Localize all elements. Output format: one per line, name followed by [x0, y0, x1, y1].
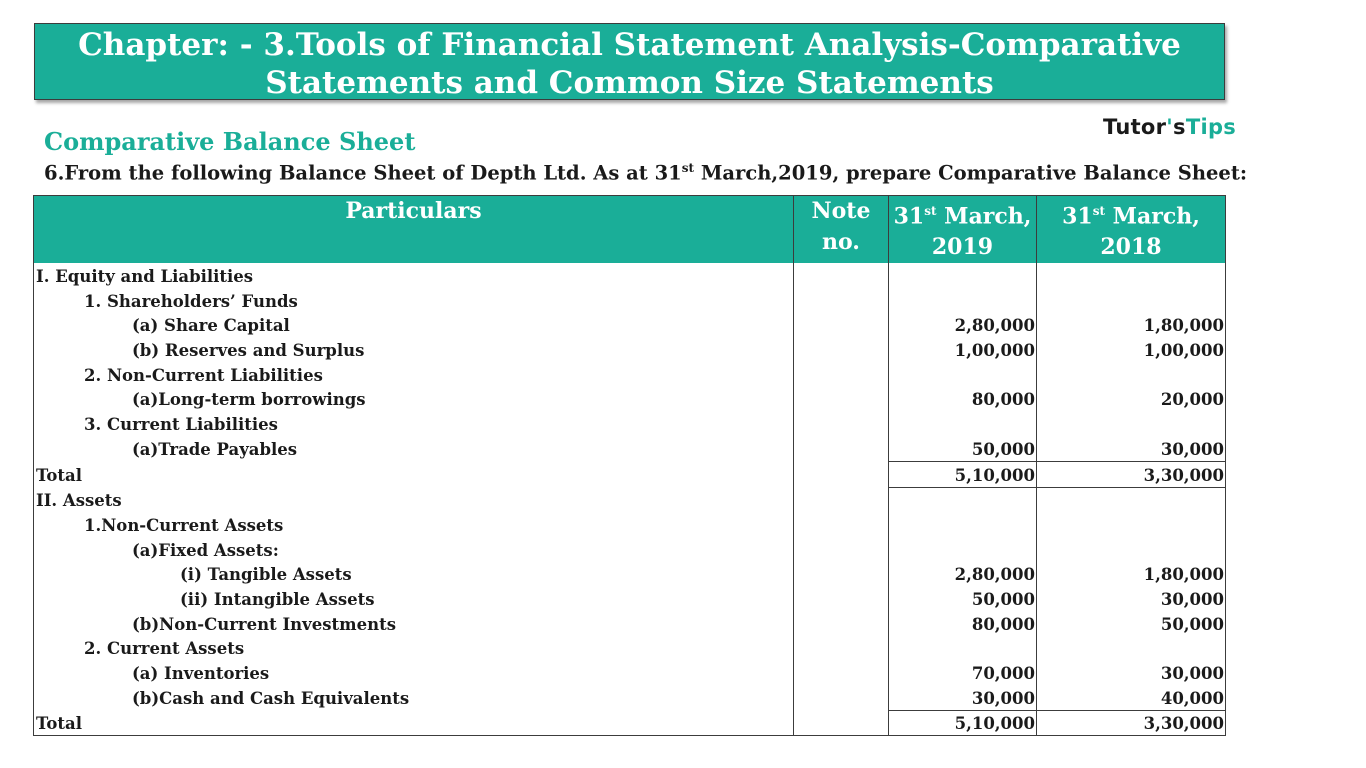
table-row: [34, 586, 1226, 611]
row-note: [794, 263, 889, 288]
row-note: [794, 586, 889, 611]
row-value-2018: [1037, 537, 1226, 562]
table-row: [34, 337, 1226, 362]
row-label: Total: [34, 710, 794, 736]
row-note: [794, 660, 889, 685]
row-value-2018: [1037, 362, 1226, 387]
section-title: Comparative Balance Sheet: [44, 127, 416, 156]
header-particulars: Particulars: [34, 196, 794, 264]
table-row: [34, 636, 1226, 661]
row-label: (a)Trade Payables: [34, 436, 794, 461]
header-2019: 31st March, 2019: [889, 196, 1037, 264]
row-value-2018: [1037, 263, 1226, 288]
row-value-2019: 50,000: [889, 436, 1037, 461]
chapter-banner: [34, 23, 1225, 100]
table-row: [34, 685, 1226, 710]
question-post: March,2019, prepare Comparative Balance Sheet:: [694, 161, 1248, 185]
row-value-2019: 70,000: [889, 660, 1037, 685]
row-label: 1.Non-Current Assets: [34, 512, 794, 537]
row-value-2018: 30,000: [1037, 660, 1226, 685]
table-row: [34, 562, 1226, 587]
row-note: [794, 636, 889, 661]
row-note: [794, 337, 889, 362]
row-value-2018: 40,000: [1037, 685, 1226, 710]
row-note: [794, 288, 889, 313]
row-value-2019: [889, 537, 1037, 562]
row-value-2019: 2,80,000: [889, 562, 1037, 587]
row-value-2019: [889, 487, 1037, 512]
row-value-2018: [1037, 288, 1226, 313]
row-value-2018: 1,80,000: [1037, 313, 1226, 338]
table-row: [34, 537, 1226, 562]
row-label: (a) Inventories: [34, 660, 794, 685]
row-value-2019: [889, 362, 1037, 387]
row-note: [794, 710, 889, 736]
row-note: [794, 362, 889, 387]
table-row: [34, 263, 1226, 288]
row-value-2019: 1,00,000: [889, 337, 1037, 362]
logo-part-tips: Tips: [1185, 115, 1237, 139]
question-text: [44, 161, 1247, 185]
row-note: [794, 611, 889, 636]
row-label: (a) Share Capital: [34, 313, 794, 338]
row-value-2019: 80,000: [889, 611, 1037, 636]
row-note: [794, 487, 889, 512]
row-value-2019: 80,000: [889, 387, 1037, 412]
row-label: (b)Cash and Cash Equivalents: [34, 685, 794, 710]
row-label: 1. Shareholders’ Funds: [34, 288, 794, 313]
row-value-2019: 2,80,000: [889, 313, 1037, 338]
table-row: [34, 387, 1226, 412]
chapter-title-line2: Statements and Common Size Statements: [265, 65, 994, 101]
row-value-2019: 50,000: [889, 586, 1037, 611]
table-row: [34, 288, 1226, 313]
row-value-2019: 5,10,000: [889, 461, 1037, 487]
row-value-2018: [1037, 512, 1226, 537]
table-row: [34, 512, 1226, 537]
table-row: [34, 436, 1226, 461]
row-label: (a)Fixed Assets:: [34, 537, 794, 562]
row-value-2018: 30,000: [1037, 586, 1226, 611]
total-row: [34, 710, 1226, 736]
row-label: (b) Reserves and Surplus: [34, 337, 794, 362]
tutors-tips-logo: [1103, 115, 1236, 139]
question-sup: st: [681, 161, 695, 175]
row-label: 3. Current Liabilities: [34, 411, 794, 436]
table-row: [34, 362, 1226, 387]
row-value-2019: [889, 263, 1037, 288]
row-value-2018: 30,000: [1037, 436, 1226, 461]
table-row: [34, 411, 1226, 436]
table-header-row: [34, 196, 1226, 264]
row-value-2019: [889, 288, 1037, 313]
row-note: [794, 537, 889, 562]
row-value-2019: 30,000: [889, 685, 1037, 710]
question-pre: 6.From the following Balance Sheet of Depth Ltd. As at 31: [44, 161, 682, 185]
logo-apostrophe: ': [1166, 115, 1174, 139]
row-note: [794, 387, 889, 412]
header-note-no: Note no.: [794, 196, 889, 264]
row-note: [794, 436, 889, 461]
row-value-2018: 1,80,000: [1037, 562, 1226, 587]
row-label: (a)Long-term borrowings: [34, 387, 794, 412]
row-note: [794, 313, 889, 338]
row-value-2018: 1,00,000: [1037, 337, 1226, 362]
row-value-2018: 50,000: [1037, 611, 1226, 636]
row-value-2018: [1037, 636, 1226, 661]
row-note: [794, 685, 889, 710]
header-2018: 31st March, 2018: [1037, 196, 1226, 264]
chapter-title-line1: Chapter: - 3.Tools of Financial Statement Analysis-Comparative: [78, 27, 1181, 63]
row-note: [794, 411, 889, 436]
row-label: Total: [34, 461, 794, 487]
row-value-2018: 3,30,000: [1037, 461, 1226, 487]
row-value-2019: [889, 512, 1037, 537]
table-row: [34, 611, 1226, 636]
row-value-2018: [1037, 487, 1226, 512]
row-label: (ii) Intangible Assets: [34, 586, 794, 611]
row-note: [794, 562, 889, 587]
row-value-2018: 20,000: [1037, 387, 1226, 412]
table-row: [34, 313, 1226, 338]
row-value-2018: 3,30,000: [1037, 710, 1226, 736]
row-note: [794, 512, 889, 537]
total-row: [34, 461, 1226, 487]
logo-part-tutor: Tutor: [1103, 115, 1167, 139]
row-label: (b)Non-Current Investments: [34, 611, 794, 636]
row-label: II. Assets: [34, 487, 794, 512]
row-label: I. Equity and Liabilities: [34, 263, 794, 288]
row-value-2019: [889, 636, 1037, 661]
table-row: [34, 660, 1226, 685]
row-note: [794, 461, 889, 487]
row-value-2019: 5,10,000: [889, 710, 1037, 736]
row-label: (i) Tangible Assets: [34, 562, 794, 587]
row-label: 2. Current Assets: [34, 636, 794, 661]
logo-part-s: s: [1173, 115, 1186, 139]
table-row: [34, 487, 1226, 512]
row-value-2019: [889, 411, 1037, 436]
row-value-2018: [1037, 411, 1226, 436]
balance-sheet-table: [33, 195, 1226, 736]
row-label: 2. Non-Current Liabilities: [34, 362, 794, 387]
